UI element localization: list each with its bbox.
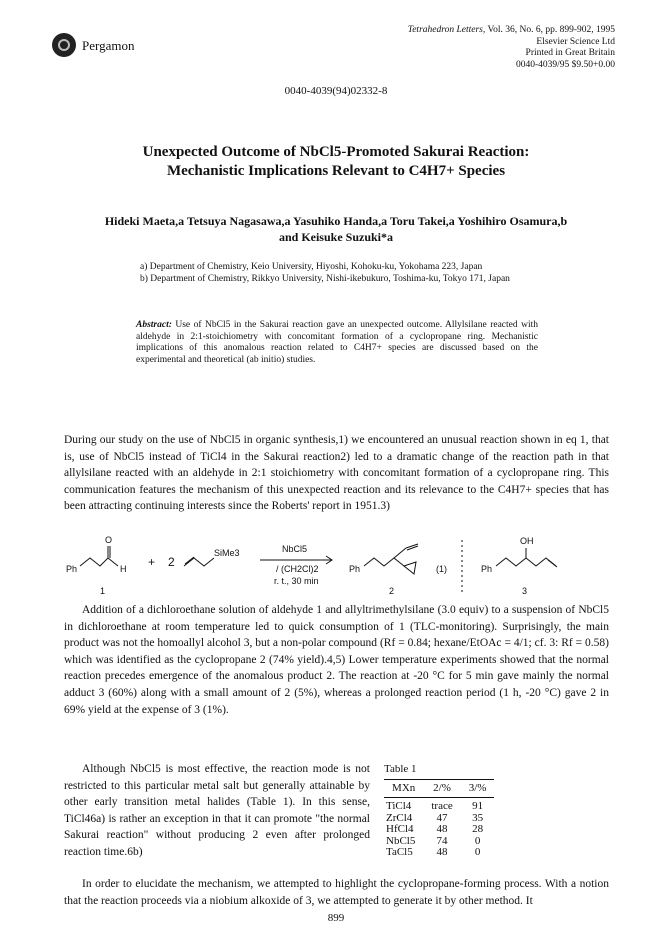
equation-number: (1) xyxy=(436,564,447,574)
table-cell: NbCl5 xyxy=(386,834,416,847)
table-cell: 74 xyxy=(436,834,448,847)
table-cell: 28 xyxy=(472,823,484,835)
table-cell: 35 xyxy=(472,811,484,824)
abstract-text: Use of NbCl5 in the Sakurai reaction gave an unexpected outcome. Allylsilane reacted with aldehyde in 2:1-stoichiometry with concomitant formation of a cyclopropane ring. Mechanistic implications of this anomalous reaction related to C4H7+ species are discussed based on the experimental and theoretical (ab initio) studies. xyxy=(136,320,538,365)
compound-1-label: 1 xyxy=(100,586,106,596)
table-cell: HfCl4 xyxy=(386,823,414,835)
table-header-mxn: MXn xyxy=(384,779,423,798)
title-line-1: Unexpected Outcome of NbCl5-Promoted Sakurai Reaction: xyxy=(142,144,530,160)
scheme-conditions: r. t., 30 min xyxy=(274,576,319,586)
citation: Vol. 36, No. 6, pp. 899-902, 1995 xyxy=(487,25,615,35)
scheme-solvent: / (CH2Cl)2 xyxy=(276,564,319,574)
paragraph-4: In order to elucidate the mechanism, we attempted to highlight the cyclopropane-forming process. With a notion that the reaction proceeds via a niobium alkoxide of 3, we attempted to generate it by other method. It xyxy=(64,878,609,907)
title-line-2: Mechanistic Implications Relevant to C4H7+ Species xyxy=(166,163,506,179)
scheme-oh: OH xyxy=(520,536,534,546)
scheme-plus: + xyxy=(148,555,156,569)
scheme-ph-2: Ph xyxy=(349,564,361,574)
table-row xyxy=(384,847,494,859)
affiliation-a: a) Department of Chemistry, Keio University, Hiyoshi, Kohoku-ku, Yokohama 223, Japan xyxy=(140,262,483,272)
affiliations xyxy=(140,262,510,285)
publisher-name: Pergamon xyxy=(82,38,135,53)
pergamon-logo xyxy=(52,33,76,57)
journal-name: Tetrahedron Letters, xyxy=(407,25,486,35)
scheme-o: O xyxy=(105,535,113,545)
table-cell: TaCl5 xyxy=(386,846,413,858)
page-number: 899 xyxy=(327,912,345,924)
abstract-label: Abstract: xyxy=(136,320,172,330)
table-header-2: 2/% xyxy=(423,779,460,798)
table-cell: trace xyxy=(431,800,453,812)
scheme-equiv: 2 xyxy=(168,555,175,569)
paper-title xyxy=(60,143,612,181)
scheme-ph-1: Ph xyxy=(66,564,78,574)
paragraph-3: Although NbCl5 is most effective, the reaction mode is not restricted to this particular metal salt but generally attainable by other early transition metal halides (Table 1). In this sense, TiCl46a) is rather an exception in that it can promote "the normal Sakurai reaction" without producing 2 even after prolonged reaction time.6b) xyxy=(64,763,370,858)
paragraph-2: Addition of a dichloroethane solution of aldehyde 1 and allyltrimethylsilane (3.0 equiv) to a suspension of NbCl5 in dichloroethane at room temperature led to quick consumption of 1 (TLC-monitoring). Surprisingly, the main product was not the homoallyl alcohol 3, but a non-polar compound (Rf = 0.84; hexane/EtOAc = 4/1; cf. 3: Rf = 0.58) which was identified as the cyclopropane 2 (74% yield).4,5) Lower temperature experiments showed that the normal reaction precedes emergence of the anomalous product 2. The reaction at -20 °C for 5 min gave mainly the normal adduct 3 (60%) along with a small amount of 2 (5%), whereas a prolonged reaction period (1 h, -20 °C) gave 2 in 69% yield at the expense of 3 (1%). xyxy=(64,604,609,716)
compound-3-label: 3 xyxy=(522,586,528,596)
table-cell: 48 xyxy=(436,846,448,858)
scheme-reagent: NbCl5 xyxy=(282,544,308,554)
table-1 xyxy=(384,764,494,859)
scheme-sime3: SiMe3 xyxy=(214,548,240,558)
printed-line: Printed in Great Britain xyxy=(525,48,615,58)
table-cell: 91 xyxy=(472,800,484,812)
table-header-3: 3/% xyxy=(461,779,495,798)
scheme-ph-3: Ph xyxy=(481,564,493,574)
table-cell: ZrCl4 xyxy=(386,811,413,824)
table-cell: 0 xyxy=(474,846,481,858)
authors-line-2: and Keisuke Suzuki*a xyxy=(278,230,394,244)
affiliation-b: b) Department of Chemistry, Rikkyo University, Nishi-ikebukuro, Toshima-ku, Tokyo 171, Japan xyxy=(140,273,510,284)
publisher-line: Elsevier Science Ltd xyxy=(536,36,615,47)
abstract xyxy=(136,320,538,366)
table-row xyxy=(384,798,494,813)
compound-2-label: 2 xyxy=(389,586,395,596)
table-cell: 47 xyxy=(436,811,448,824)
journal-info xyxy=(408,25,615,71)
reaction-scheme xyxy=(64,528,609,600)
doi: 0040-4039(94)02332-8 xyxy=(284,85,388,97)
table-caption: Table 1 xyxy=(384,763,417,775)
table-header-row xyxy=(384,779,494,798)
table-cell: 48 xyxy=(436,823,448,835)
issn-line: 0040-4039/95 $9.50+0.00 xyxy=(515,59,615,70)
table-cell: TiCl4 xyxy=(386,800,412,812)
paragraph-1: During our study on the use of NbCl5 in organic synthesis,1) we encountered an unusual reaction shown in eq 1, that is, use of NbCl5 instead of TiCl4 in the Sakurai reaction2) led to a dramatic change of the reaction path in that allylsilane reacted with an aldehyde in 2:1 stoichiometry with concomitant formation of a cyclopropane ring. This communication features the mechanism of this unexpected reaction and its relevance to the C4H7+ species that has been attracting continuing interests since the Roberts' report in 1951.3) xyxy=(64,434,609,513)
table-cell: 0 xyxy=(474,834,481,847)
scheme-h: H xyxy=(120,564,127,574)
table-row xyxy=(384,824,494,836)
authors xyxy=(70,213,602,245)
authors-line-1: Hideki Maeta,a Tetsuya Nagasawa,a Yasuhiko Handa,a Toru Takei,a Yoshihiro Osamura,b xyxy=(104,214,568,228)
